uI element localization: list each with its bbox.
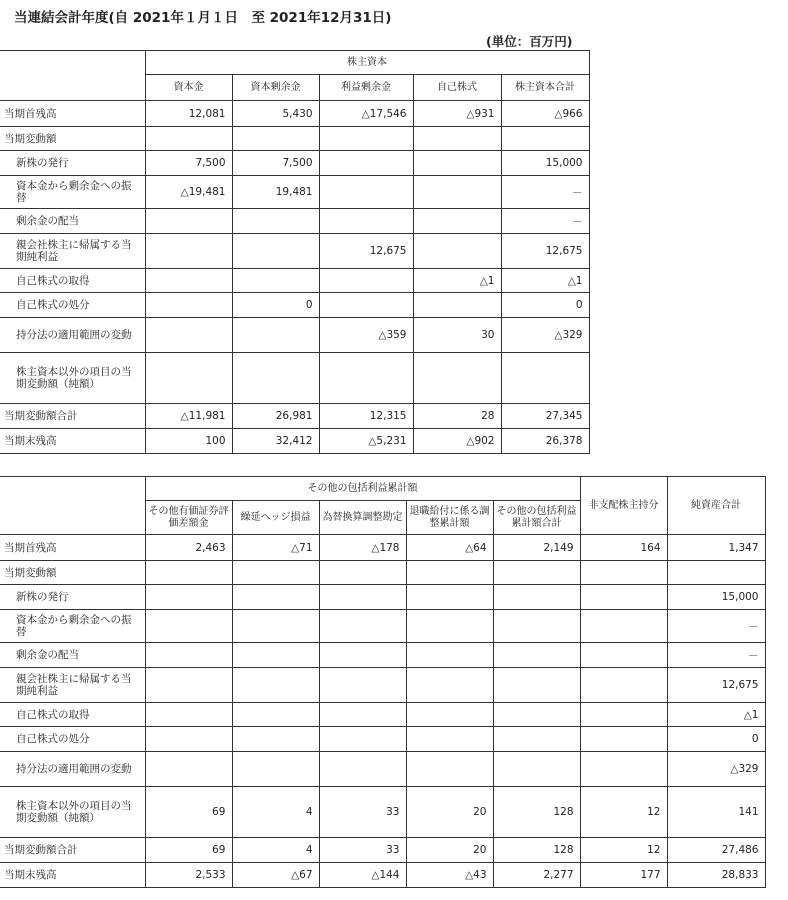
value-cell — [232, 668, 319, 703]
value-cell — [413, 293, 501, 318]
row-label: 持分法の適用範囲の変動 — [0, 318, 145, 353]
table-row — [0, 752, 765, 787]
value-cell — [319, 561, 406, 585]
value-cell: 0 — [232, 293, 319, 318]
value-cell — [319, 269, 413, 293]
value-cell: △329 — [501, 318, 589, 353]
value-cell — [145, 668, 232, 703]
value-cell — [145, 269, 232, 293]
value-cell: － — [667, 610, 765, 643]
value-cell — [580, 561, 667, 585]
table-row — [0, 176, 589, 209]
value-cell: 30 — [413, 318, 501, 353]
value-cell: 128 — [493, 787, 580, 838]
value-cell: 69 — [145, 838, 232, 863]
value-cell: 20 — [406, 787, 493, 838]
value-cell: △902 — [413, 429, 501, 454]
value-cell: △71 — [232, 535, 319, 561]
value-cell — [232, 585, 319, 610]
value-cell: △64 — [406, 535, 493, 561]
value-cell: 19,481 — [232, 176, 319, 209]
header-blank-cell — [0, 51, 145, 101]
value-cell — [580, 643, 667, 668]
table-row — [0, 353, 589, 404]
value-cell — [580, 585, 667, 610]
value-cell — [413, 209, 501, 234]
value-cell: 0 — [667, 727, 765, 752]
value-cell — [232, 209, 319, 234]
value-cell — [667, 561, 765, 585]
value-cell — [319, 727, 406, 752]
value-cell: 2,277 — [493, 863, 580, 888]
value-cell: 7,500 — [145, 151, 232, 176]
value-cell: 1,347 — [667, 535, 765, 561]
value-cell — [232, 127, 319, 151]
row-label: 当期首残高 — [0, 535, 145, 561]
table-row — [0, 787, 765, 838]
row-label: 剰余金の配当 — [0, 209, 145, 234]
row-label: 当期変動額 — [0, 561, 145, 585]
value-cell: △1 — [501, 269, 589, 293]
value-cell — [406, 643, 493, 668]
column-header: 非支配株主持分 — [580, 477, 667, 535]
value-cell — [145, 127, 232, 151]
value-cell — [493, 703, 580, 727]
value-cell: 5,430 — [232, 101, 319, 127]
value-cell: △19,481 — [145, 176, 232, 209]
row-label: 株主資本以外の項目の当期変動額（純額） — [0, 787, 145, 838]
value-cell: 4 — [232, 838, 319, 863]
value-cell — [319, 668, 406, 703]
value-cell — [493, 752, 580, 787]
value-cell — [580, 668, 667, 703]
value-cell: 12,675 — [667, 668, 765, 703]
value-cell — [232, 234, 319, 269]
value-cell — [413, 151, 501, 176]
column-header: その他有価証券評価差額金 — [145, 501, 232, 535]
value-cell: 28,833 — [667, 863, 765, 888]
value-cell — [145, 209, 232, 234]
value-cell: 20 — [406, 838, 493, 863]
value-cell: 12 — [580, 838, 667, 863]
value-cell: 2,149 — [493, 535, 580, 561]
value-cell: － — [501, 209, 589, 234]
value-cell — [501, 127, 589, 151]
value-cell: △11,981 — [145, 404, 232, 429]
value-cell: △178 — [319, 535, 406, 561]
table-row — [0, 863, 765, 888]
table-row — [0, 429, 589, 454]
value-cell: 12,081 — [145, 101, 232, 127]
table-row — [0, 293, 589, 318]
value-cell: 128 — [493, 838, 580, 863]
table-row — [0, 234, 589, 269]
column-header: 退職給付に係る調整累計額 — [406, 501, 493, 535]
value-cell: 28 — [413, 404, 501, 429]
row-label: 当期変動額 — [0, 127, 145, 151]
column-header: 為替換算調整勘定 — [319, 501, 406, 535]
value-cell — [319, 353, 413, 404]
value-cell: 26,378 — [501, 429, 589, 454]
value-cell — [319, 151, 413, 176]
value-cell — [319, 209, 413, 234]
table-row — [0, 727, 765, 752]
row-label: 新株の発行 — [0, 585, 145, 610]
value-cell — [145, 752, 232, 787]
group-header: その他の包括利益累計額 — [145, 477, 580, 501]
value-cell — [145, 610, 232, 643]
column-header: 資本剰余金 — [232, 75, 319, 101]
value-cell: 100 — [145, 429, 232, 454]
header-row — [0, 477, 765, 501]
column-header: 繰延ヘッジ損益 — [232, 501, 319, 535]
row-label: 当期末残高 — [0, 429, 145, 454]
value-cell: △5,231 — [319, 429, 413, 454]
value-cell: 27,345 — [501, 404, 589, 429]
value-cell — [232, 727, 319, 752]
other-comprehensive-income-table — [0, 476, 766, 888]
value-cell — [406, 668, 493, 703]
value-cell — [406, 727, 493, 752]
value-cell — [232, 643, 319, 668]
value-cell — [580, 727, 667, 752]
value-cell — [580, 703, 667, 727]
value-cell — [413, 176, 501, 209]
value-cell — [413, 234, 501, 269]
value-cell — [145, 703, 232, 727]
value-cell: △966 — [501, 101, 589, 127]
value-cell — [319, 293, 413, 318]
value-cell — [580, 610, 667, 643]
row-label: 新株の発行 — [0, 151, 145, 176]
value-cell — [493, 561, 580, 585]
column-header: 資本金 — [145, 75, 232, 101]
value-cell — [493, 643, 580, 668]
value-cell: 0 — [501, 293, 589, 318]
value-cell: 26,981 — [232, 404, 319, 429]
value-cell: 32,412 — [232, 429, 319, 454]
value-cell: 164 — [580, 535, 667, 561]
table-row — [0, 643, 765, 668]
value-cell: 27,486 — [667, 838, 765, 863]
value-cell: 12,675 — [319, 234, 413, 269]
value-cell: 15,000 — [667, 585, 765, 610]
table-row — [0, 703, 765, 727]
value-cell — [145, 318, 232, 353]
value-cell — [145, 561, 232, 585]
table-row — [0, 561, 765, 585]
value-cell — [232, 610, 319, 643]
value-cell — [406, 703, 493, 727]
value-cell — [232, 703, 319, 727]
value-cell: 2,533 — [145, 863, 232, 888]
value-cell: △1 — [413, 269, 501, 293]
table-row — [0, 209, 589, 234]
table-row — [0, 610, 765, 643]
column-header: 純資産合計 — [667, 477, 765, 535]
value-cell: △144 — [319, 863, 406, 888]
row-label: 持分法の適用範囲の変動 — [0, 752, 145, 787]
table-row — [0, 585, 765, 610]
row-label: 自己株式の取得 — [0, 703, 145, 727]
value-cell — [145, 234, 232, 269]
column-header: 株主資本合計 — [501, 75, 589, 101]
header-row — [0, 51, 589, 75]
row-label: 剰余金の配当 — [0, 643, 145, 668]
value-cell — [145, 585, 232, 610]
row-label: 親会社株主に帰属する当期純利益 — [0, 668, 145, 703]
header-blank-cell — [0, 477, 145, 535]
value-cell: 15,000 — [501, 151, 589, 176]
value-cell: 69 — [145, 787, 232, 838]
value-cell: 12 — [580, 787, 667, 838]
value-cell: － — [667, 643, 765, 668]
row-label: 自己株式の取得 — [0, 269, 145, 293]
value-cell: △17,546 — [319, 101, 413, 127]
value-cell: △43 — [406, 863, 493, 888]
value-cell: △67 — [232, 863, 319, 888]
value-cell — [319, 176, 413, 209]
value-cell — [232, 561, 319, 585]
value-cell — [501, 353, 589, 404]
row-label: 自己株式の処分 — [0, 293, 145, 318]
row-label: 自己株式の処分 — [0, 727, 145, 752]
value-cell: △1 — [667, 703, 765, 727]
row-label: 資本金から剰余金への振替 — [0, 176, 145, 209]
value-cell: 7,500 — [232, 151, 319, 176]
value-cell — [232, 353, 319, 404]
value-cell — [413, 353, 501, 404]
value-cell: 2,463 — [145, 535, 232, 561]
value-cell — [232, 269, 319, 293]
value-cell — [319, 127, 413, 151]
table-row — [0, 535, 765, 561]
value-cell — [493, 585, 580, 610]
table-row — [0, 318, 589, 353]
row-label: 当期首残高 — [0, 101, 145, 127]
value-cell: 33 — [319, 838, 406, 863]
value-cell — [319, 703, 406, 727]
column-header: 利益剰余金 — [319, 75, 413, 101]
table-row — [0, 838, 765, 863]
value-cell — [413, 127, 501, 151]
value-cell — [493, 727, 580, 752]
table-row — [0, 668, 765, 703]
value-cell: 4 — [232, 787, 319, 838]
unit-label: (単位：百万円) — [486, 34, 573, 49]
value-cell — [406, 561, 493, 585]
group-header: 株主資本 — [145, 51, 589, 75]
table-row — [0, 127, 589, 151]
row-label: 当期末残高 — [0, 863, 145, 888]
value-cell — [493, 610, 580, 643]
page-title: 当連結会計年度(自 2021年１月１日 至 2021年12月31日) — [14, 10, 392, 26]
row-label: 当期変動額合計 — [0, 404, 145, 429]
value-cell: 141 — [667, 787, 765, 838]
value-cell — [493, 668, 580, 703]
column-header: 自己株式 — [413, 75, 501, 101]
value-cell: 12,315 — [319, 404, 413, 429]
value-cell — [406, 752, 493, 787]
value-cell — [232, 318, 319, 353]
value-cell: － — [501, 176, 589, 209]
table-row — [0, 101, 589, 127]
value-cell — [145, 727, 232, 752]
value-cell — [145, 293, 232, 318]
shareholders-equity-table — [0, 50, 590, 454]
value-cell — [319, 585, 406, 610]
value-cell: △931 — [413, 101, 501, 127]
row-label: 株主資本以外の項目の当期変動額（純額） — [0, 353, 145, 404]
value-cell: 12,675 — [501, 234, 589, 269]
value-cell — [319, 752, 406, 787]
column-header: その他の包括利益累計額合計 — [493, 501, 580, 535]
value-cell: 177 — [580, 863, 667, 888]
value-cell: 33 — [319, 787, 406, 838]
value-cell: △329 — [667, 752, 765, 787]
table-row — [0, 269, 589, 293]
value-cell: △359 — [319, 318, 413, 353]
value-cell — [145, 353, 232, 404]
row-label: 資本金から剰余金への振替 — [0, 610, 145, 643]
value-cell — [406, 585, 493, 610]
value-cell — [406, 610, 493, 643]
value-cell — [319, 610, 406, 643]
value-cell — [580, 752, 667, 787]
row-label: 親会社株主に帰属する当期純利益 — [0, 234, 145, 269]
row-label: 当期変動額合計 — [0, 838, 145, 863]
value-cell — [319, 643, 406, 668]
value-cell — [232, 752, 319, 787]
value-cell — [145, 643, 232, 668]
table-row — [0, 151, 589, 176]
table-row — [0, 404, 589, 429]
